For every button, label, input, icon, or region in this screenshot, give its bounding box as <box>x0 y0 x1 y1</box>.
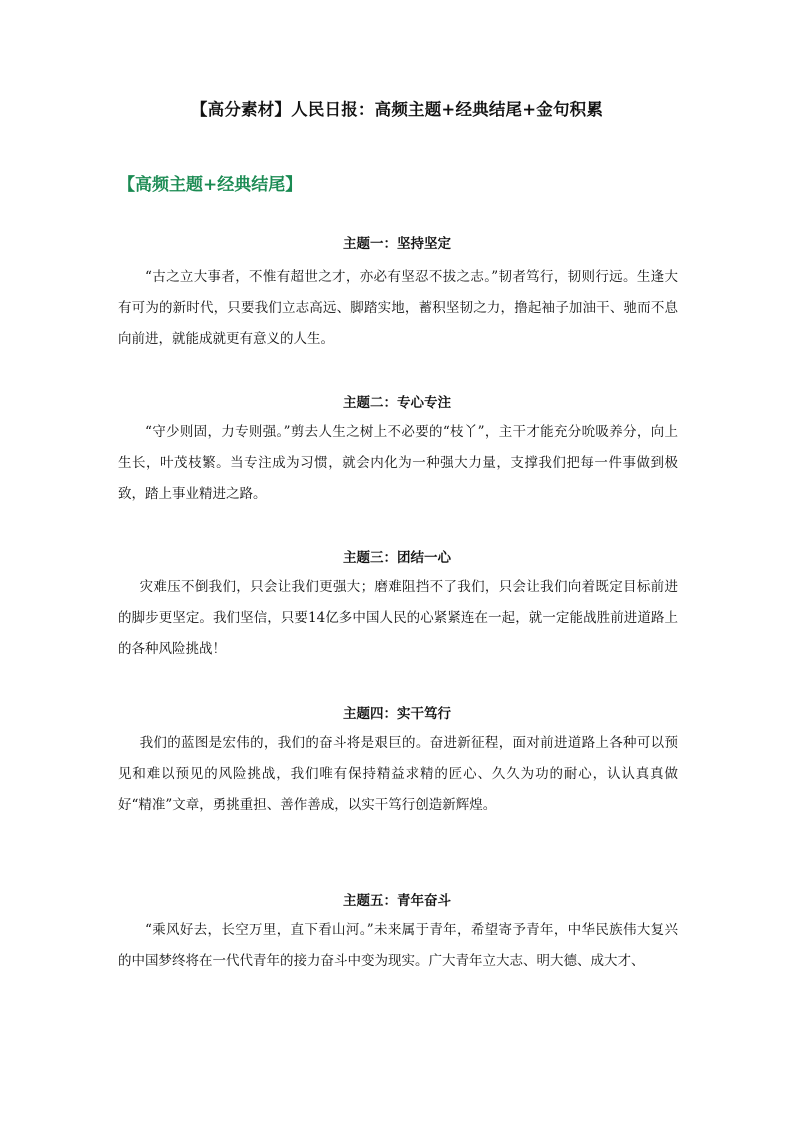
section-heading: 【高频主题+经典结尾】 <box>118 175 303 195</box>
theme-1-title: 主题一：坚持坚定 <box>343 236 451 252</box>
theme-2-title: 主题二：专心专注 <box>343 395 451 411</box>
theme-2-paragraph: “守少则固，力专则强。”剪去人生之树上不必要的“枝丫”，主干才能充分吮吸养分，向上生长，叶茂枝繁。当专注成为习惯，就会内化为一种强大力量，支撑我们把每一件事做到极致，踏上事业精进之路。 <box>118 424 678 502</box>
theme-5-paragraph: “乘风好去，长空万里，直下看山河。”未来属于青年，希望寄予青年，中华民族伟大复兴的中国梦终将在一代代青年的接力奋斗中变为现实。广大青年立大志、明大德、成大才、 <box>118 922 678 969</box>
theme-4-title: 主题四：实干笃行 <box>343 706 451 722</box>
theme-5-title: 主题五：青年奋斗 <box>343 893 451 909</box>
theme-1-paragraph: “古之立大事者，不惟有超世之才，亦必有坚忍不拔之志。”韧者笃行，韧则行远。生逢大有可为的新时代，只要我们立志高远、脚踏实地，蓄积坚韧之力，撸起袖子加油干、驰而不息向前进，就能成就更有意义的人生。 <box>118 269 678 347</box>
document-title: 【高分素材】人民日报：高频主题+经典结尾+金句积累 <box>190 100 604 119</box>
theme-3-paragraph: 灾难压不倒我们，只会让我们更强大；磨难阻挡不了我们，只会让我们向着既定目标前进的脚步更坚定。我们坚信，只要14亿多中国人民的心紧紧连在一起，就一定能战胜前进道路上的各种风险挑战！ <box>118 579 678 657</box>
theme-4-paragraph: 我们的蓝图是宏伟的，我们的奋斗将是艰巨的。奋进新征程，面对前进道路上各种可以预见和难以预见的风险挑战，我们唯有保持精益求精的匠心、久久为功的耐心，认认真真做好“精准”文章，勇挑重担、善作善成，以实干笃行创造新辉煌。 <box>118 735 678 813</box>
theme-3-title: 主题三：团结一心 <box>343 550 451 566</box>
